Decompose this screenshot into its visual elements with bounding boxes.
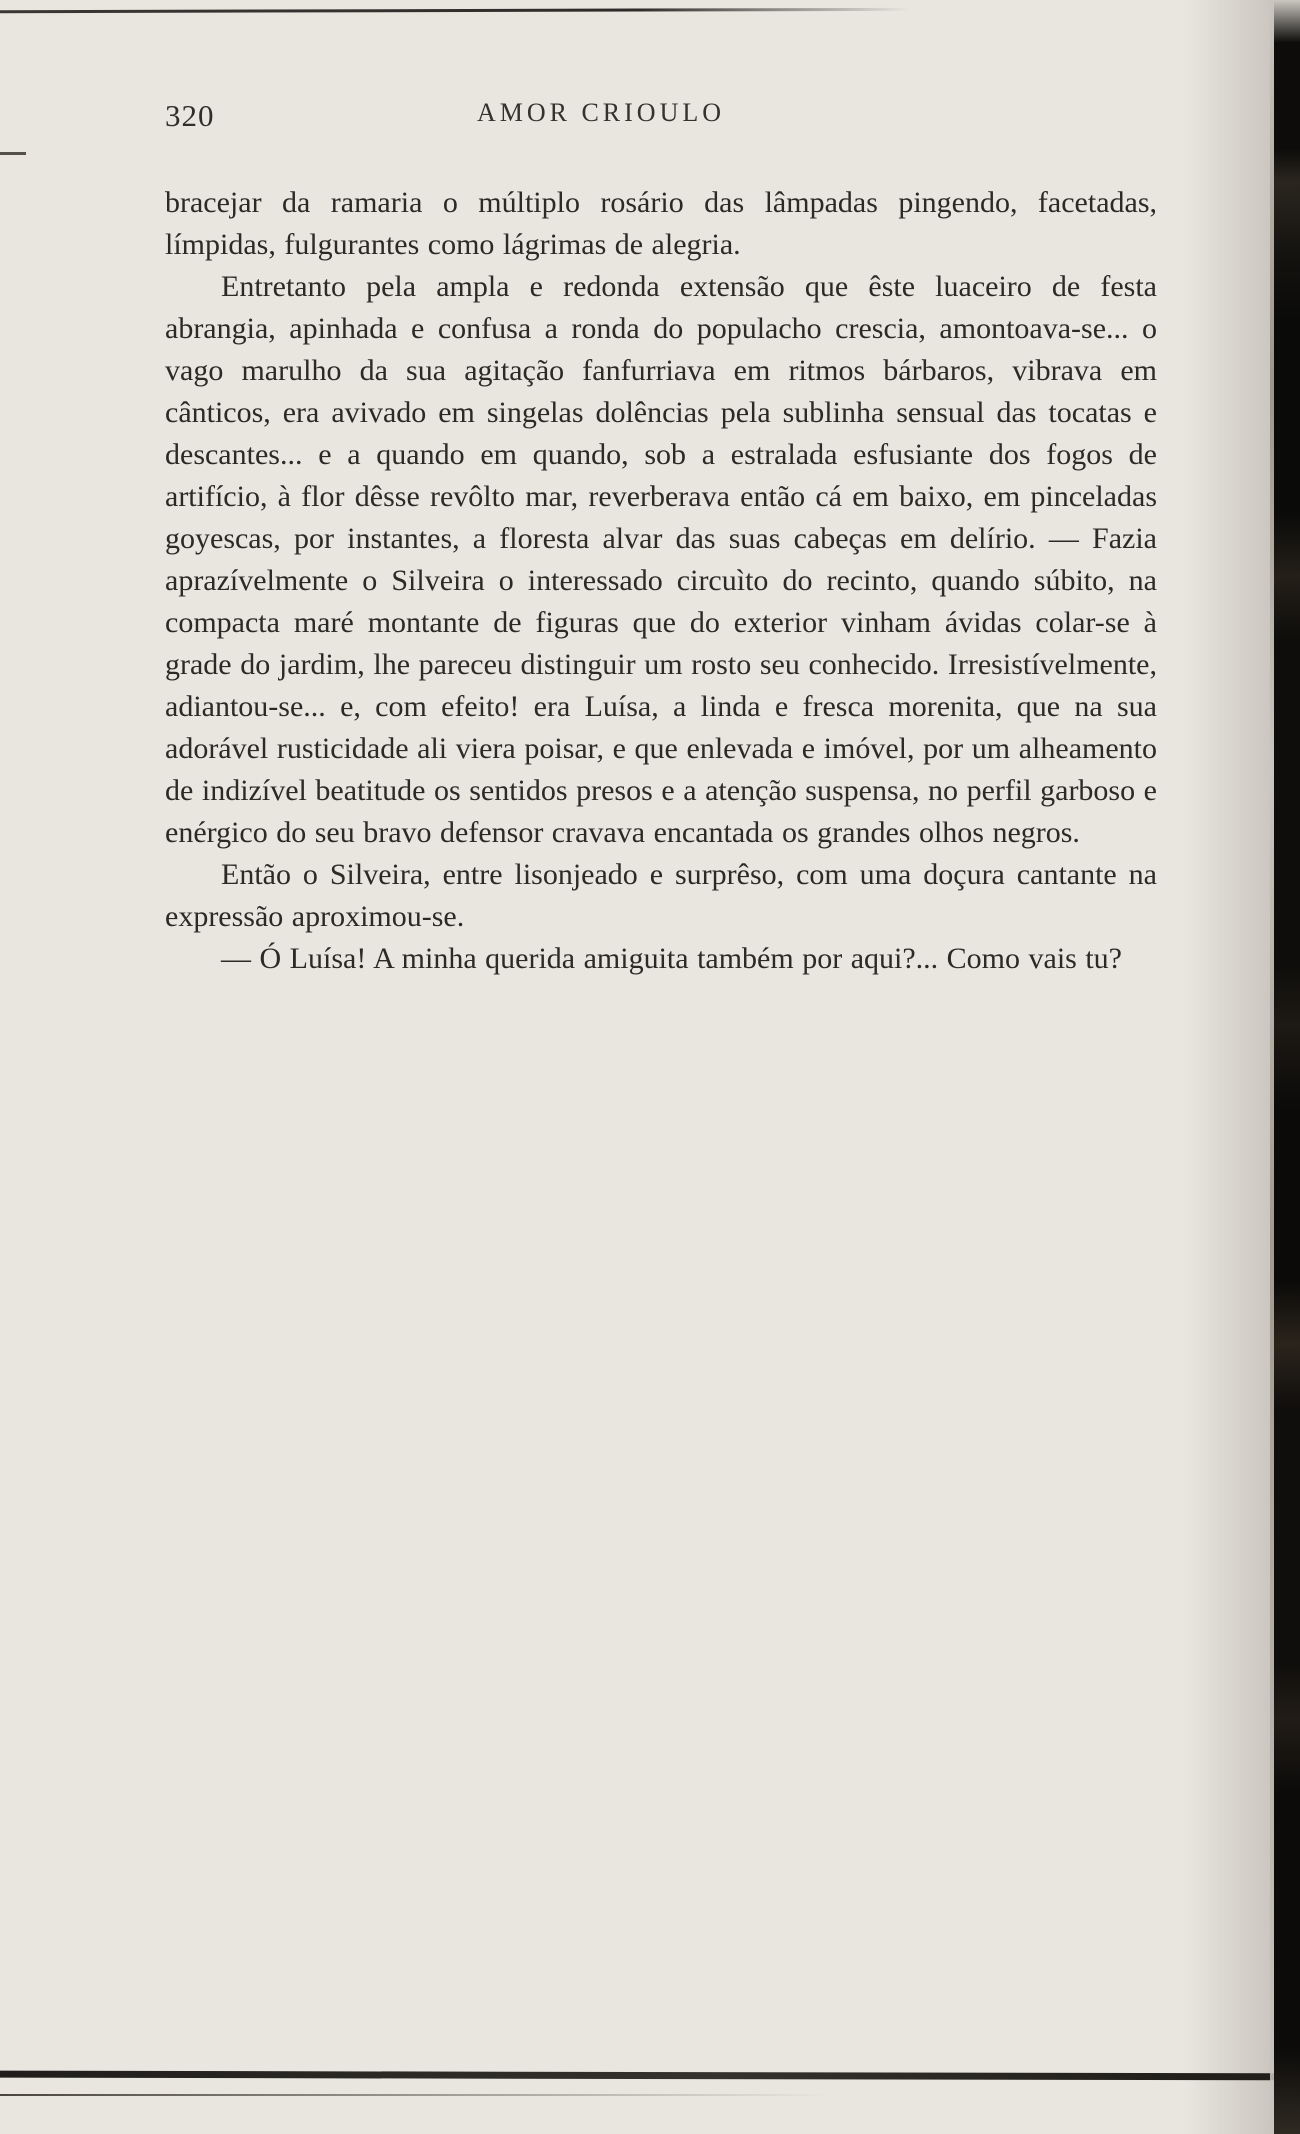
- paragraph: Entretanto pela ampla e redonda extensão que êste luaceiro de festa abrangia, apinhada e confusa a ronda do populacho crescia, amontoava-se... o vago marulho da sua agitação fanfurriava em ritmos bárbaros, vibrava em cânticos, era avivado em singelas dolências pela sublinha sensual das tocatas e descantes... e a quando em quando, sob a estralada esfusiante dos fogos de artifício, à flor dêsse revôlto mar, reverberava então cá em baixo, em pinceladas goyescas, por instantes, a floresta alvar das suas cabeças em delírio. — Fazia aprazívelmente o Silveira o interessado circuìto do recinto, quando súbito, na compacta maré montante de figuras que do exterior vinham ávidas colar-se à grade do jardim, lhe pareceu distinguir um rosto seu conhecido. Irresistívelmente, adiantou-se... e, com efeito! era Luísa, a linda e fresca morenita, que na sua adorável rusticidade ali viera poisar, e que enlevada e imóvel, por um alheamento de indizível beatitude os sentidos presos e a atenção suspensa, no perfil garboso e enérgico do seu bravo defensor cravava encantada os grandes olhos negros.: [165, 270, 1157, 849]
- running-title: AMOR CRIOULO: [476, 98, 726, 127]
- paragraph: — Ó Luísa! A minha querida amiguita também por aqui?... Como vais tu?: [221, 942, 1122, 975]
- scan-artifact-mark: [0, 152, 26, 155]
- top-rule: [0, 8, 910, 13]
- bottom-rule-secondary: [0, 2094, 832, 2096]
- paragraph: bracejar da ramaria o múltiplo rosário das lâmpadas pingendo, facetadas, límpidas, fulgurantes como lágrimas de alegria.: [165, 186, 1157, 261]
- page-text: [165, 182, 1157, 980]
- paragraph: Então o Silveira, entre lisonjeado e surprêso, com uma doçura cantante na expressão aproximou-se.: [165, 858, 1157, 933]
- binding-shadow-band: [1274, 0, 1300, 2134]
- page-number: 320: [165, 98, 215, 133]
- page-header: [165, 98, 1157, 134]
- bottom-rule: [0, 2071, 1300, 2081]
